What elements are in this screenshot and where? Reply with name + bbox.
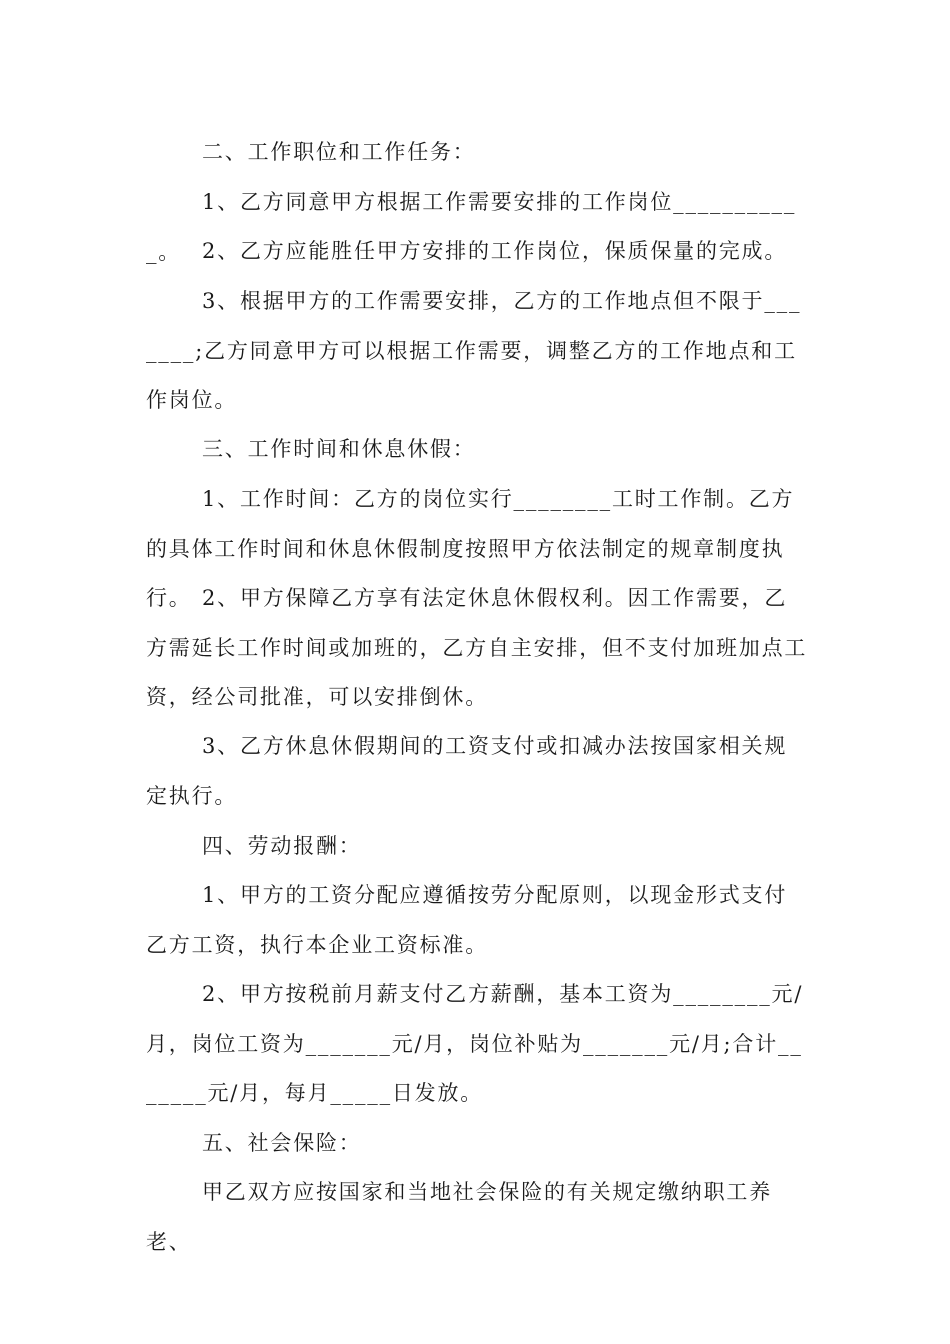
paragraph-work-hours-3: 3、乙方休息休假期间的工资支付或扣减办法按国家相关规定执行。: [146, 734, 788, 808]
section-heading-social-insurance: 五、社会保险：: [202, 1131, 362, 1155]
section-heading-work-position: 二、工作职位和工作任务：: [202, 140, 476, 164]
paragraph-remuneration-1: 1、甲方的工资分配应遵循按劳分配原则，以现金形式支付乙方工资，执行本企业工资标准。: [146, 883, 788, 957]
paragraph-remuneration-2: 2、甲方按税前月薪支付乙方薪酬，基本工资为________元/月，岗位工资为_______元/月，岗位补贴为_______元/月;合计_______元/月，每月_____日发放。: [146, 982, 804, 1105]
section-heading-remuneration: 四、劳动报酬：: [202, 834, 362, 858]
section-heading-work-hours: 三、工作时间和休息休假：: [202, 437, 476, 461]
paragraph-work-position-2: 2、乙方应能胜任甲方安排的工作岗位，保质保量的完成。: [202, 239, 788, 263]
paragraph-work-hours-1: 1、工作时间：乙方的岗位实行________工时工作制。乙方的具体工作时间和休息休假制度按照甲方依法制定的规章制度执行。: [146, 487, 795, 610]
paragraph-social-insurance-1: 甲乙双方应按国家和当地社会保险的有关规定缴纳职工养老、: [146, 1180, 772, 1254]
paragraph-work-hours-2: 2、甲方保障乙方享有法定休息休假权利。因工作需要，乙方需延长工作时间或加班的，乙方自主安排，但不支付加班加点工资，经公司批准，可以安排倒休。: [146, 586, 808, 709]
paragraph-work-position-1: 1、乙方同意甲方根据工作需要安排的工作岗位___________。: [146, 190, 797, 264]
paragraph-work-position-3: 3、根据甲方的工作需要安排，乙方的工作地点但不限于_______;乙方同意甲方可以根据工作需要，调整乙方的工作地点和工作岗位。: [146, 289, 802, 412]
